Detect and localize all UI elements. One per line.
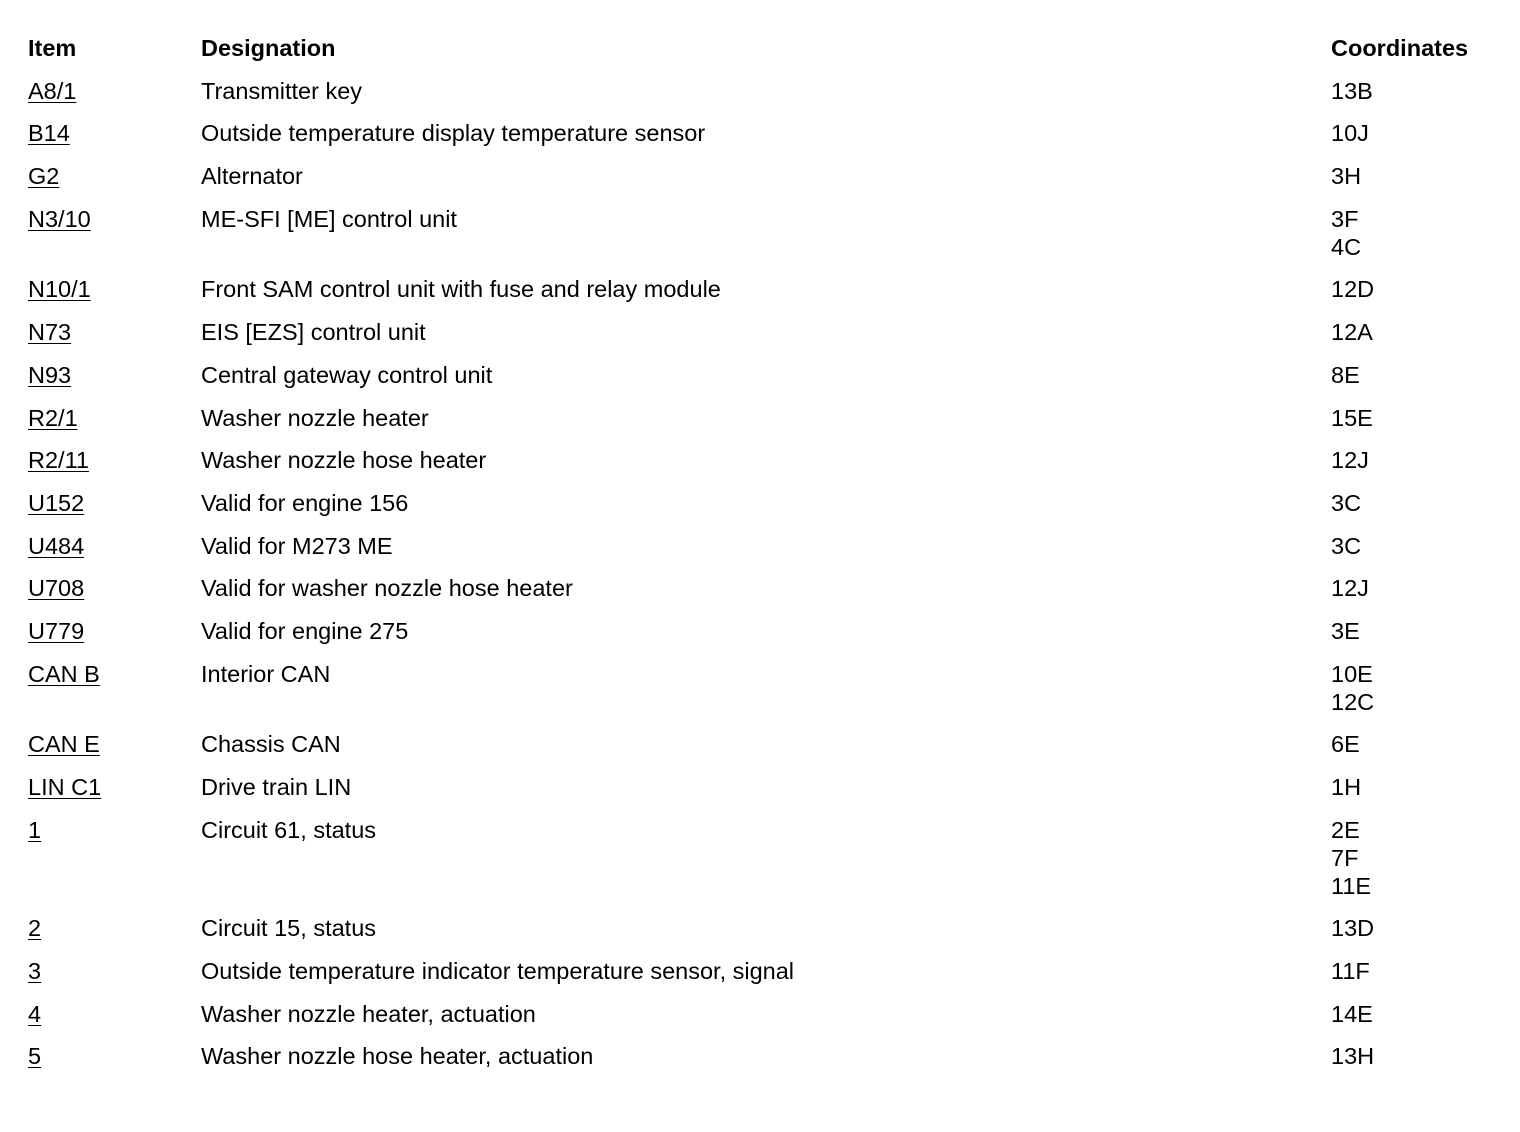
designation-cell: Washer nozzle hose heater, actuation [201,1043,594,1070]
coordinate-value: 12A [1331,319,1373,346]
designation-cell: Valid for engine 156 [201,489,409,516]
table-row [28,489,1498,532]
header-coordinates: Coordinates [1331,35,1469,61]
item-link[interactable]: U708 [28,575,85,602]
coordinate-value: 3E [1331,617,1360,644]
designation-cell: Washer nozzle hose heater [201,447,487,474]
table-row [28,660,1498,731]
designation-cell: Interior CAN [201,660,331,687]
coordinate-value: 11F [1331,958,1370,985]
designation-cell: Circuit 15, status [201,915,377,942]
designation-cell: Transmitter key [201,77,363,104]
table-row [28,77,1498,120]
table-header [28,34,1498,77]
coordinate-value: 7F [1331,844,1359,871]
item-cell [28,318,201,346]
table-row [28,404,1498,447]
coordinates-cell [1331,205,1498,261]
coordinate-value: 12J [1331,447,1369,474]
designation-cell: Drive train LIN [201,774,352,800]
designation-cell: Chassis CAN [201,731,341,758]
designation-cell: ME-SFI [ME] control unit [201,205,457,232]
designation-cell: Alternator [201,163,303,190]
coordinate-value: 3C [1331,532,1362,559]
item-cell [28,617,201,645]
table-body [28,77,1498,1085]
coordinates-cell [1331,489,1498,517]
table-row [28,275,1498,318]
item-link[interactable]: U484 [28,532,85,559]
coordinate-value: 4C [1331,233,1362,260]
table-row [28,730,1498,773]
coordinates-cell [1331,1000,1498,1028]
coordinate-value: 2E [1331,816,1360,843]
item-link[interactable]: R2/1 [28,404,78,431]
coordinate-value: 13D [1331,915,1375,942]
designation-cell: Valid for engine 275 [201,617,409,644]
item-link[interactable]: G2 [28,163,60,190]
item-link[interactable]: CAN B [28,660,100,687]
item-cell [28,275,201,303]
coordinates-cell [1331,914,1498,942]
coordinate-value: 3C [1331,489,1362,516]
coordinate-value: 12C [1331,688,1375,715]
item-cell [28,77,201,105]
item-cell [28,574,201,602]
designation-cell: Outside temperature indicator temperature sensor, signal [201,958,795,985]
coordinates-cell [1331,446,1498,474]
coordinates-cell [1331,617,1498,645]
coordinates-cell [1331,1042,1498,1070]
legend-table [28,34,1498,1085]
designation-cell: Circuit 61, status [201,816,377,843]
table-row [28,1042,1498,1085]
coordinate-value: 13H [1331,1043,1375,1070]
designation-cell: Central gateway control unit [201,361,493,388]
item-cell [28,1042,201,1070]
coordinate-value: 3F [1331,205,1359,232]
coordinate-value: 14E [1331,1000,1373,1027]
table-row [28,1000,1498,1043]
coordinates-cell [1331,318,1498,346]
coordinate-value: 15E [1331,404,1373,431]
coordinate-value: 11E [1331,872,1372,899]
table-row [28,957,1498,1000]
item-cell [28,404,201,432]
table-row [28,574,1498,617]
table-row [28,119,1498,162]
item-link[interactable]: B14 [28,120,70,147]
coordinate-value: 10E [1331,660,1373,687]
coordinate-value: 1H [1331,774,1362,800]
table-row [28,205,1498,276]
table-row [28,773,1498,816]
designation-cell: Front SAM control unit with fuse and relay module [201,276,721,303]
coordinates-cell [1331,574,1498,602]
item-link[interactable]: A8/1 [28,77,77,104]
item-link[interactable]: CAN E [28,731,100,758]
item-cell [28,957,201,985]
item-cell [28,205,201,233]
item-cell [28,660,201,688]
item-link[interactable]: R2/11 [28,447,89,474]
item-link[interactable]: 3 [28,958,42,985]
designation-cell: Valid for M273 ME [201,532,393,559]
designation-cell: EIS [EZS] control unit [201,319,426,346]
coordinate-value: 12D [1331,276,1375,303]
table-row [28,617,1498,660]
item-link[interactable]: LIN C1 [28,774,102,800]
coordinates-cell [1331,77,1498,105]
item-link[interactable]: 4 [28,1000,42,1027]
item-cell [28,1000,201,1028]
table-row [28,914,1498,957]
item-cell [28,361,201,389]
item-cell [28,773,201,801]
item-cell [28,816,201,844]
header-item: Item [28,35,77,61]
item-link[interactable]: U152 [28,489,85,516]
coordinates-cell [1331,773,1498,801]
coordinate-value: 12J [1331,575,1369,602]
coordinates-cell [1331,361,1498,389]
item-cell [28,532,201,560]
coordinate-value: 13B [1331,77,1373,104]
coordinates-cell [1331,816,1498,900]
item-link[interactable]: 2 [28,915,42,942]
table-row [28,318,1498,361]
table-row [28,816,1498,915]
header-designation: Designation [201,35,336,61]
designation-cell: Washer nozzle heater [201,404,429,431]
coordinates-cell [1331,162,1498,190]
designation-cell: Washer nozzle heater, actuation [201,1000,536,1027]
coordinates-cell [1331,532,1498,560]
item-link[interactable]: U779 [28,617,85,644]
coordinate-value: 6E [1331,731,1360,758]
item-cell [28,162,201,190]
coordinate-value: 10J [1331,120,1369,147]
item-cell [28,489,201,517]
item-cell [28,914,201,942]
item-link[interactable]: N10/1 [28,276,91,303]
item-cell [28,730,201,758]
item-link[interactable]: 1 [28,816,42,843]
item-cell [28,119,201,147]
item-link[interactable]: 5 [28,1043,42,1070]
table-row [28,532,1498,575]
coordinates-cell [1331,957,1498,985]
coordinates-cell [1331,730,1498,758]
table-row [28,361,1498,404]
item-link[interactable]: N93 [28,361,72,388]
item-cell [28,446,201,474]
coordinates-cell [1331,660,1498,716]
table-row [28,162,1498,205]
designation-cell: Valid for washer nozzle hose heater [201,575,573,602]
coordinate-value: 8E [1331,361,1360,388]
coordinates-cell [1331,404,1498,432]
coordinate-value: 3H [1331,163,1362,190]
designation-cell: Outside temperature display temperature sensor [201,120,706,147]
table-row [28,446,1498,489]
item-link[interactable]: N73 [28,319,72,346]
item-link[interactable]: N3/10 [28,205,91,232]
coordinates-cell [1331,119,1498,147]
coordinates-cell [1331,275,1498,303]
